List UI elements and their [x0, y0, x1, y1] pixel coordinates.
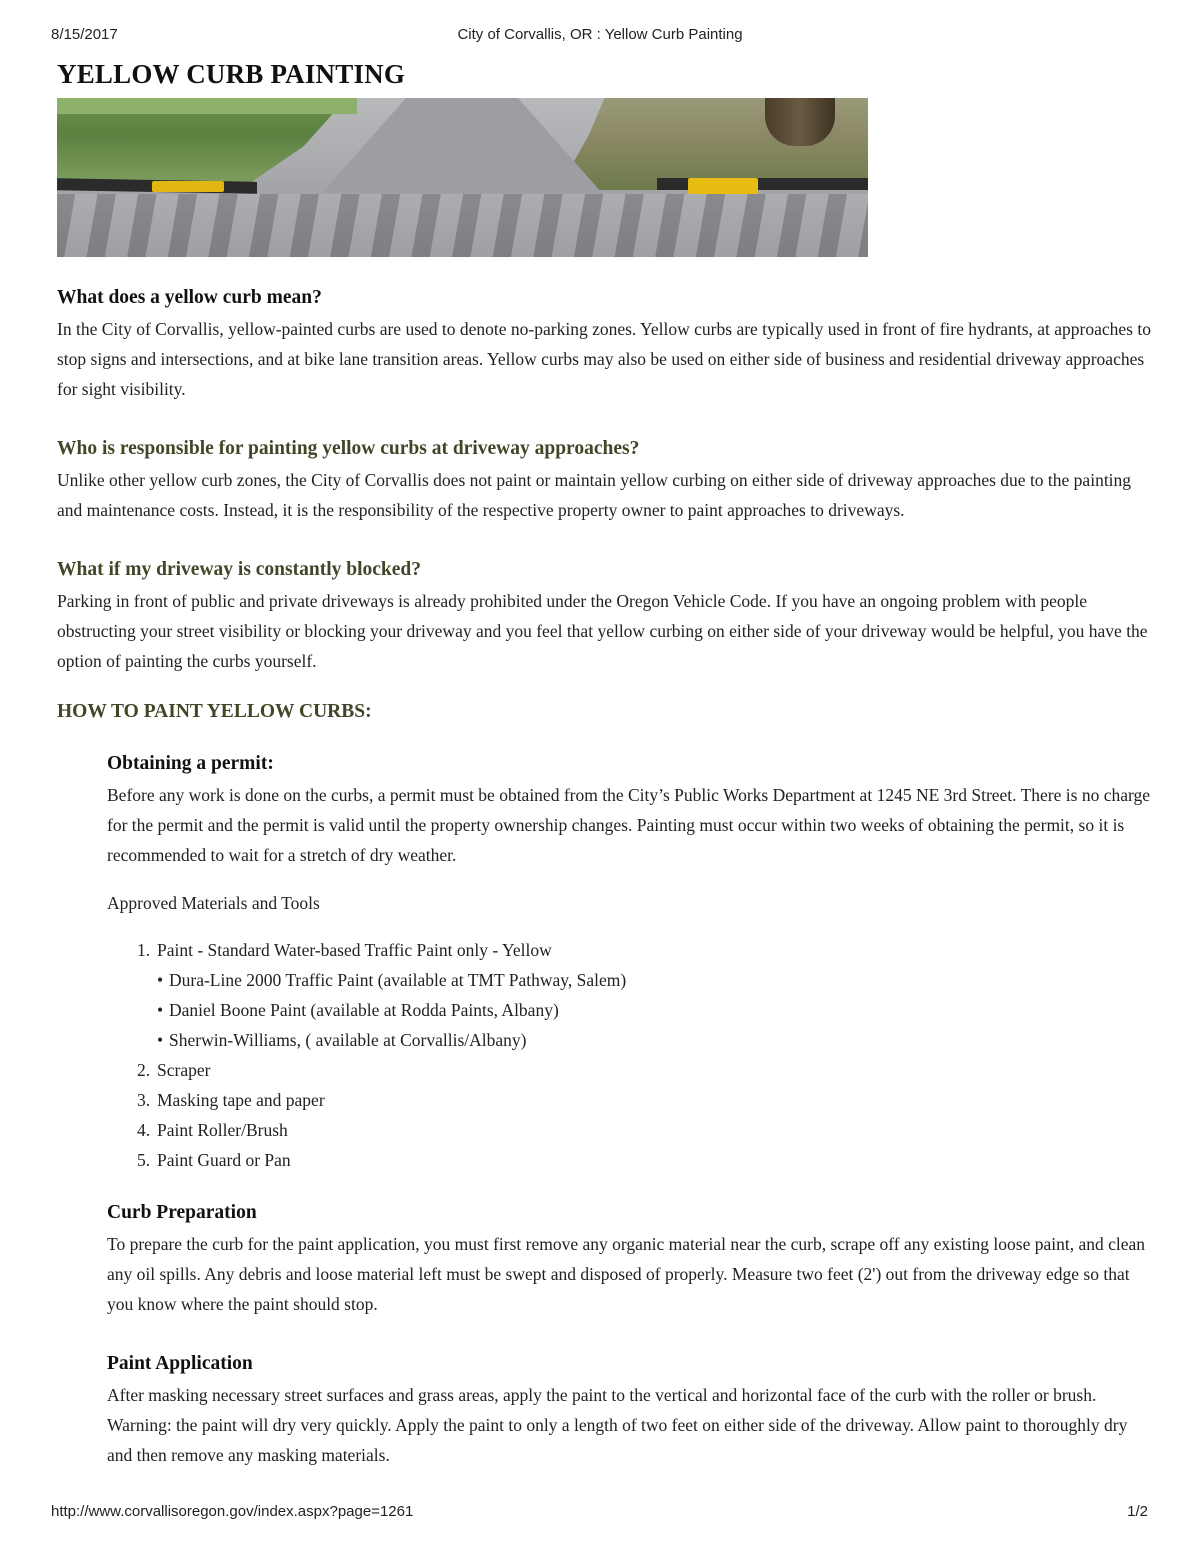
print-date: 8/15/2017	[51, 26, 118, 43]
section-heading: What does a yellow curb mean?	[57, 287, 322, 308]
bullet: •	[157, 970, 164, 990]
section-body: Unlike other yellow curb zones, the City of Corvallis does not paint or maintain yellow curbing on either side of driveway approaches due to the painting and maintenance costs. Instead, it is the responsibility of the respective property owner to paint approaches to driveways.	[57, 470, 1132, 520]
list-number: 3.	[137, 1090, 151, 1110]
permit-heading: Obtaining a permit:	[107, 753, 274, 774]
list-text: Paint - Standard Water-based Traffic Paint only - Yellow	[157, 940, 552, 960]
list-text: Scraper	[157, 1060, 211, 1080]
list-item	[137, 935, 1152, 1055]
list-number: 1.	[137, 940, 151, 960]
paint-brand-list	[157, 965, 1152, 1055]
sub-list-item	[157, 965, 1152, 995]
sub-list-item	[157, 995, 1152, 1025]
list-item	[137, 1115, 1152, 1145]
list-text: Masking tape and paper	[157, 1090, 325, 1110]
list-text: Paint Roller/Brush	[157, 1120, 288, 1140]
list-item	[137, 1085, 1152, 1115]
list-number: 2.	[137, 1060, 151, 1080]
bullet: •	[157, 1000, 164, 1020]
list-number: 4.	[137, 1120, 151, 1140]
list-item	[137, 1055, 1152, 1085]
page-url: http://www.corvallisoregon.gov/index.aspx?page=1261	[51, 1503, 414, 1520]
sub-list-item	[157, 1025, 1152, 1055]
permit-body: Before any work is done on the curbs, a permit must be obtained from the City’s Public Works Department at 1245 NE 3rd Street. There is no charge for the permit and the permit is valid until the property ownership changes. Painting must occur within two weeks of obtaining the permit, so it is recommended to wait for a stretch of dry weather.	[107, 785, 1151, 865]
section-what	[57, 285, 1152, 404]
materials-label: Approved Materials and Tools	[107, 893, 320, 913]
page-title: YELLOW CURB PAINTING	[57, 59, 406, 89]
section-body: Parking in front of public and private driveways is already prohibited under the Oregon Vehicle Code. If you have an ongoing problem with people obstructing your street visibility or blocking your driveway and you feel that yellow curbing on either side of your driveway would be helpful, you have the option of painting the curbs yourself.	[57, 591, 1148, 671]
section-body: In the City of Corvallis, yellow-painted curbs are used to denote no-parking zones. Yellow curbs are typically used in front of fire hydrants, at approaches to stop signs and intersections, and at bike lane transition areas. Yellow curbs may also be used on either side of business and residential driveway approaches for sight visibility.	[57, 319, 1151, 399]
sub-list-text: Sherwin-Williams, ( available at Corvallis/Albany)	[169, 1030, 527, 1050]
section-blocked	[57, 557, 1152, 676]
permit-section	[107, 751, 1152, 870]
list-item	[137, 1145, 1152, 1175]
application-body: After masking necessary street surfaces and grass areas, apply the paint to the vertical and horizontal face of the curb with the roller or brush. Warning: the paint will dry very quickly. Apply the paint to only a length of two feet on either side of the driveway. Allow paint to thoroughly dry and then remove any masking materials.	[107, 1385, 1128, 1465]
list-text: Paint Guard or Pan	[157, 1150, 291, 1170]
section-heading: Who is responsible for painting yellow curbs at driveway approaches?	[57, 438, 640, 459]
application-heading: Paint Application	[107, 1353, 253, 1374]
print-page-title: City of Corvallis, OR : Yellow Curb Painting	[457, 26, 743, 43]
sub-list-text: Dura-Line 2000 Traffic Paint (available at TMT Pathway, Salem)	[169, 970, 627, 990]
yellow-curb-photo	[57, 98, 868, 257]
section-heading: What if my driveway is constantly blocked?	[57, 559, 422, 580]
page-number: 1/2	[1127, 1503, 1148, 1520]
paint-application-section	[107, 1351, 1152, 1470]
section-who	[57, 436, 1152, 525]
curb-preparation-section	[107, 1200, 1152, 1319]
how-to-body	[107, 751, 1152, 1470]
list-number: 5.	[137, 1150, 151, 1170]
materials-list	[107, 935, 1152, 1175]
sub-list-text: Daniel Boone Paint (available at Rodda Paints, Albany)	[169, 1000, 559, 1020]
prep-heading: Curb Preparation	[107, 1202, 257, 1223]
main-content	[57, 56, 1152, 1470]
prep-body: To prepare the curb for the paint application, you must first remove any organic material near the curb, scrape off any existing loose paint, and clean any oil spills. Any debris and loose material left must be swept and disposed of properly. Measure two feet (2') out from the driveway edge so that you know where the paint should stop.	[107, 1234, 1146, 1314]
bullet: •	[157, 1030, 164, 1050]
how-to-heading: HOW TO PAINT YELLOW CURBS:	[57, 701, 372, 722]
